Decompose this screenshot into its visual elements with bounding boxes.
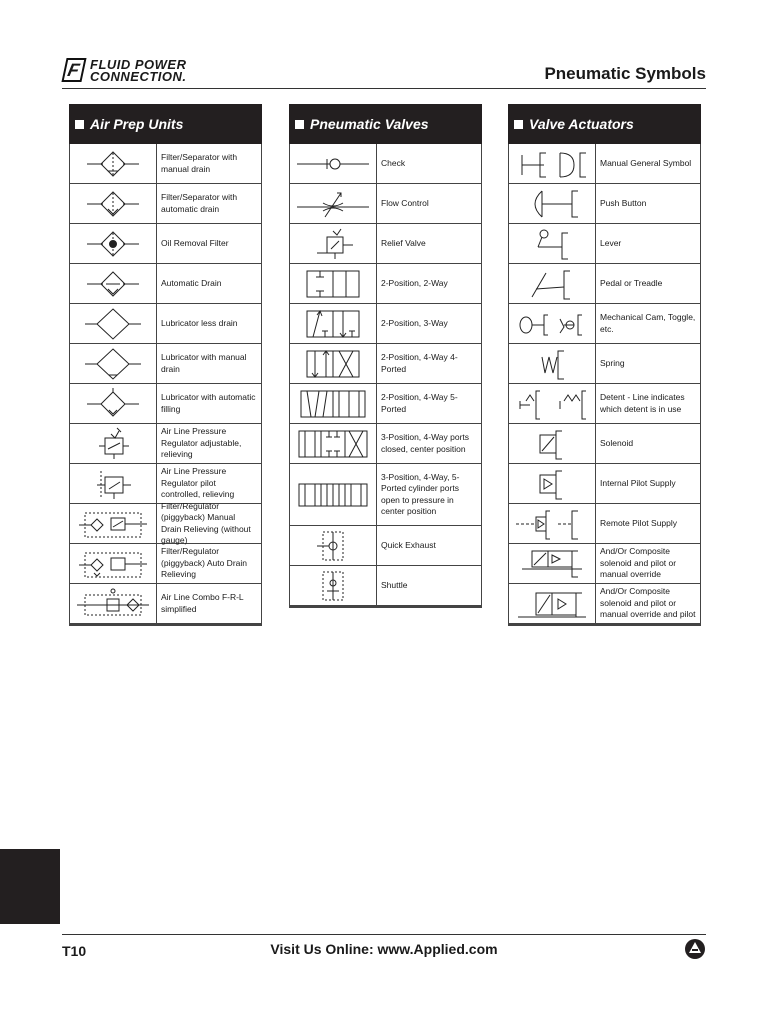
visit-link[interactable]: Visit Us Online: www.Applied.com — [270, 941, 498, 957]
pressure-regulator-adjustable-symbol — [73, 427, 153, 461]
check-valve-symbol — [293, 147, 373, 181]
row-list — [508, 144, 701, 626]
pressure-regulator-pilot-symbol — [73, 467, 153, 501]
symbol-row: Push Button — [508, 184, 701, 224]
symbol-row: Remote Pilot Supply — [508, 504, 701, 544]
internal-pilot-symbol — [512, 467, 592, 501]
symbol-row: Air Line Pressure Regulator adjustable, relieving — [69, 424, 262, 464]
symbol-row: 2-Position, 2-Way — [289, 264, 482, 304]
mechanical-cam-symbol — [512, 307, 592, 341]
row-list — [289, 144, 482, 608]
footer-divider — [62, 934, 706, 935]
symbol-row: Lubricator with automatic filling — [69, 384, 262, 424]
symbol-row: Shuttle — [289, 566, 482, 606]
symbol-row: 2-Position, 3-Way — [289, 304, 482, 344]
symbol-row: Internal Pilot Supply — [508, 464, 701, 504]
push-button-symbol — [512, 187, 592, 221]
symbol-row: 2-Position, 4-Way 4-Ported — [289, 344, 482, 384]
logo-mark: F — [61, 58, 86, 82]
symbol-row: Lubricator with manual drain — [69, 344, 262, 384]
flow-control-symbol — [293, 187, 373, 221]
logo-line-2: CONNECTION. — [90, 69, 187, 84]
automatic-drain-symbol — [73, 267, 153, 301]
air-prep-units-column — [69, 104, 262, 626]
pneumatic-valves-column — [289, 104, 482, 608]
symbol-row: Oil Removal Filter — [69, 224, 262, 264]
lever-symbol — [512, 227, 592, 261]
symbol-row: Flow Control — [289, 184, 482, 224]
symbol-row: Automatic Drain — [69, 264, 262, 304]
row-list — [69, 144, 262, 626]
symbol-row: Quick Exhaust — [289, 526, 482, 566]
lubricator-manual-drain-symbol — [73, 347, 153, 381]
page-number: T10 — [62, 943, 87, 959]
frl-combo-symbol — [73, 587, 153, 621]
column-header: Air Prep Units — [69, 104, 262, 144]
remote-pilot-symbol — [512, 507, 592, 541]
logo-line-1: FLUID POWER — [90, 57, 187, 72]
two-position-two-way-symbol — [293, 267, 373, 301]
three-position-pressure-center-symbol — [293, 478, 373, 512]
symbol-row: 3-Position, 4-Way, 5-Ported cylinder ports open to pressure in center position — [289, 464, 482, 526]
two-position-four-way-five-port-symbol — [293, 387, 373, 421]
detent-symbol — [512, 387, 592, 421]
two-position-four-way-four-port-symbol — [293, 347, 373, 381]
symbol-row: Lubricator less drain — [69, 304, 262, 344]
symbol-row: Air Line Combo F-R-L simplified — [69, 584, 262, 624]
symbol-row: Lever — [508, 224, 701, 264]
symbol-row: Filter/Regulator (piggyback) Auto Drain Relieving — [69, 544, 262, 584]
symbol-row: Filter/Separator with manual drain — [69, 144, 262, 184]
quick-exhaust-symbol — [293, 529, 373, 563]
symbol-row: Mechanical Cam, Toggle, etc. — [508, 304, 701, 344]
solenoid-symbol — [512, 427, 592, 461]
symbol-row: Pedal or Treadle — [508, 264, 701, 304]
header-divider — [62, 88, 706, 89]
symbol-row: Relief Valve — [289, 224, 482, 264]
symbol-row: Check — [289, 144, 482, 184]
column-header: Pneumatic Valves — [289, 104, 482, 144]
page-title: Pneumatic Symbols — [544, 64, 706, 83]
filter-separator-auto-drain-symbol — [73, 187, 153, 221]
relief-valve-symbol — [293, 227, 373, 261]
three-position-closed-center-symbol — [293, 427, 373, 461]
spring-symbol — [512, 347, 592, 381]
fluid-power-logo — [64, 56, 194, 86]
manual-general-symbol — [512, 147, 592, 181]
two-position-three-way-symbol — [293, 307, 373, 341]
composite-solenoid-pilot-override-symbol — [512, 587, 592, 621]
section-tab-marker — [0, 849, 60, 924]
filter-regulator-manual-drain-symbol — [73, 507, 153, 541]
pedal-symbol — [512, 267, 592, 301]
symbol-row: And/Or Composite solenoid and pilot or manual override — [508, 544, 701, 584]
column-header: Valve Actuators — [508, 104, 701, 144]
valve-actuators-column — [508, 104, 701, 626]
filter-regulator-auto-drain-symbol — [73, 547, 153, 581]
symbol-row: And/Or Composite solenoid and pilot or manual override and pilot — [508, 584, 701, 624]
symbol-row: Manual General Symbol — [508, 144, 701, 184]
applied-globe-icon — [684, 938, 706, 960]
lubricator-auto-filling-symbol — [73, 387, 153, 421]
symbol-row: Detent - Line indicates which detent is in use — [508, 384, 701, 424]
symbol-row: Air Line Pressure Regulator pilot controlled, relieving — [69, 464, 262, 504]
lubricator-less-drain-symbol — [73, 307, 153, 341]
symbol-row: 3-Position, 4-Way ports closed, center position — [289, 424, 482, 464]
composite-solenoid-pilot-symbol — [512, 547, 592, 581]
symbol-row: 2-Position, 4-Way 5-Ported — [289, 384, 482, 424]
symbol-row: Filter/Separator with automatic drain — [69, 184, 262, 224]
symbol-row: Filter/Regulator (piggyback) Manual Drain Relieving (without gauge) — [69, 504, 262, 544]
symbol-row: Solenoid — [508, 424, 701, 464]
symbol-row: Spring — [508, 344, 701, 384]
oil-removal-filter-symbol — [73, 227, 153, 261]
filter-separator-manual-drain-symbol — [73, 147, 153, 181]
shuttle-valve-symbol — [293, 569, 373, 603]
